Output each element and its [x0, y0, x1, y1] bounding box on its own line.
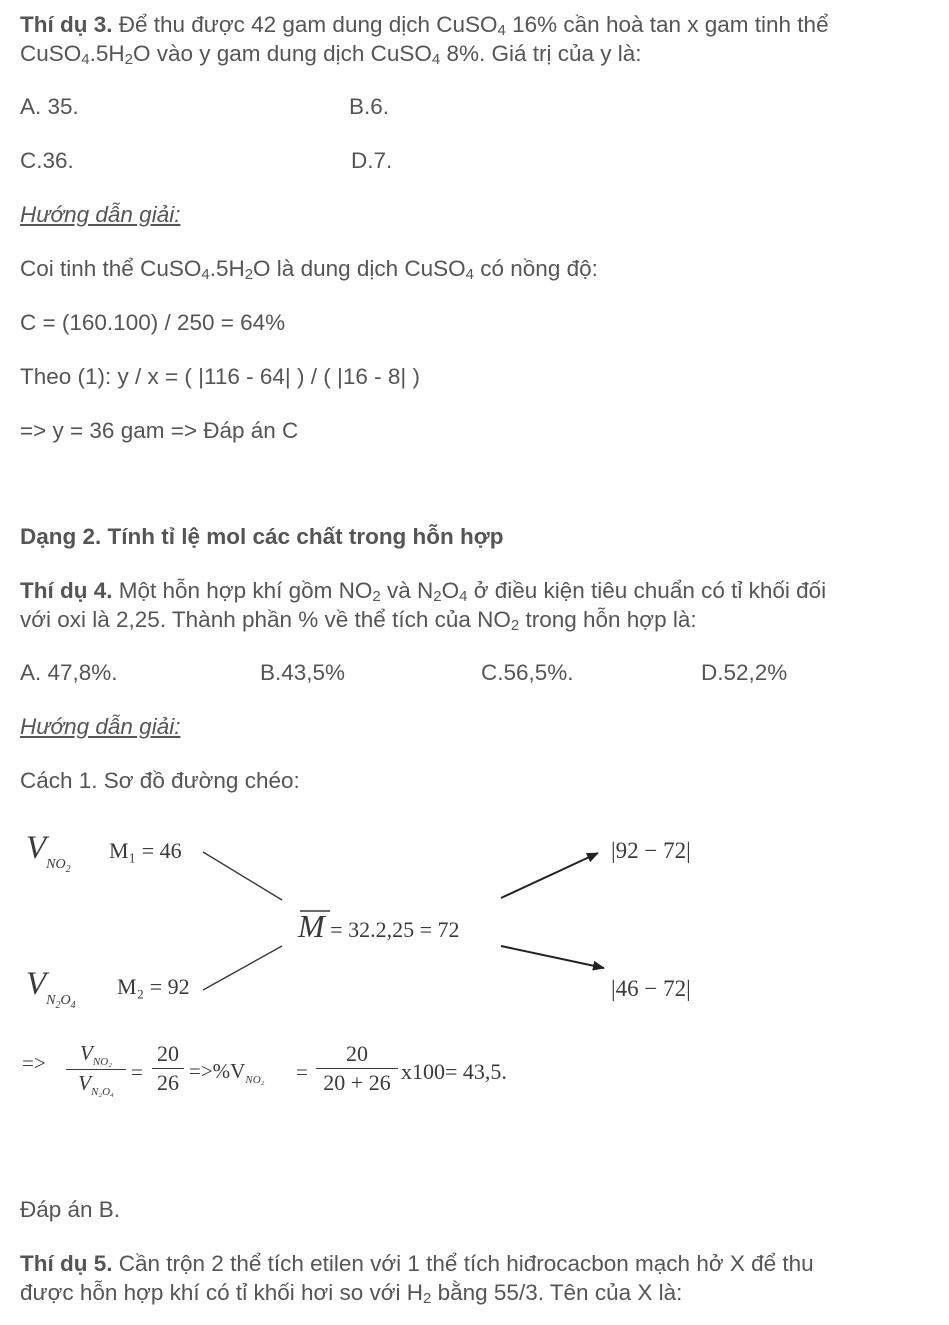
ex3-label: Thí dụ 3.	[20, 12, 113, 37]
ex3-guide-heading: Hướng dẫn giải:	[20, 202, 181, 227]
m1-label: M₁ = 46	[109, 838, 182, 863]
mbar-label: M = 32.2,25 = 72	[298, 908, 460, 944]
formula-equals-1: =	[131, 1060, 143, 1084]
formula-arrow: =>	[22, 1051, 46, 1075]
fraction-v-ratio: $V_{NO_2}$ $V_{N_2O_4}$	[66, 1041, 126, 1098]
ex4-question-line1: Thí dụ 4. Một hỗn hợp khí gồm $NO_2$ và $N_2O_4$ ở điều kiện tiêu chuẩn có tỉ khối đối	[20, 578, 827, 605]
v-n2o4-symbol: $V_{N2O4}$	[26, 966, 76, 1011]
ex3-solution-line1: Coi tinh thể $CuSO_4.5H_2O$ là dung dịch CuSO$_4$ có nồng độ:	[20, 256, 598, 283]
ex4-label: Thí dụ 4.	[20, 578, 113, 603]
ex4-method-label: Cách 1. Sơ đồ đường chéo:	[20, 768, 300, 793]
fraction-20-26: 20 26	[152, 1041, 184, 1096]
ex3-solution-line4: => y = 36 gam => Đáp án C	[20, 418, 299, 443]
ex4-guide-heading: Hướng dẫn giải:	[20, 714, 181, 739]
ex5-label: Thí dụ 5.	[20, 1251, 113, 1276]
result-upper: |92 − 72|	[611, 838, 691, 863]
fraction-20-over-sum: 20 20 + 26	[316, 1041, 398, 1096]
result-lower: |46 − 72|	[611, 976, 691, 1001]
ex3-option-c: C.36.	[20, 148, 74, 173]
v-no2-symbol: $V_{NO2}$	[26, 830, 71, 875]
ex3-question-line1: Thí dụ 3. Để thu được 42 gam dung dịch CuSO$_4$ 16% cần hoà tan x gam tinh thể	[20, 12, 829, 39]
ex4-question-line2: với oxi là 2,25. Thành phần % về thể tích của $NO_2$ trong hỗn hợp là:	[20, 607, 697, 634]
ex5-question-line2: được hỗn hợp khí có tỉ khối hơi so với $H_2$ bằng 55/3. Tên của X là:	[20, 1280, 683, 1307]
ex3-solution-line3: Theo (1): y / x = ( |116 - 64| ) / ( |16 - 8| )	[20, 364, 420, 389]
ex3-question-line2: $CuSO_4.5H_2O$ vào y gam dung dịch CuSO$_4$ 8%. Giá trị của y là:	[20, 41, 642, 68]
ex3-option-b: B.6.	[349, 94, 390, 119]
section2-title: Dạng 2. Tính tỉ lệ mol các chất trong hỗn hợp	[20, 524, 504, 549]
formula-equals-2: =	[296, 1060, 308, 1084]
formula-percent-v: $=>\%V_{NO_2}$	[189, 1059, 265, 1086]
ex4-option-a: A. 47,8%.	[20, 660, 118, 685]
ex3-option-a: A. 35.	[20, 94, 79, 119]
ex4-option-c: C.56,5%.	[481, 660, 574, 685]
m2-label: M₂ = 92	[117, 974, 190, 999]
arrow-down-icon	[501, 946, 604, 968]
ex4-answer: Đáp án B.	[20, 1197, 121, 1222]
ex4-option-d: D.52,2%	[701, 660, 788, 685]
ex3-solution-line2: C = (160.100) / 250 = 64%	[20, 310, 286, 335]
ex5-question-line1: Thí dụ 5. Cần trộn 2 thể tích etilen với 1 thể tích hiđrocacbon mạch hở X để thu	[20, 1251, 814, 1276]
arrow-up-icon	[501, 853, 598, 898]
ex4-option-b: B.43,5%	[260, 660, 346, 685]
line-m1-to-mbar	[203, 852, 282, 900]
ex3-option-d: D.7.	[351, 148, 393, 173]
line-m2-to-mbar	[203, 946, 282, 990]
formula-result: x100= 43,5.	[401, 1059, 507, 1084]
